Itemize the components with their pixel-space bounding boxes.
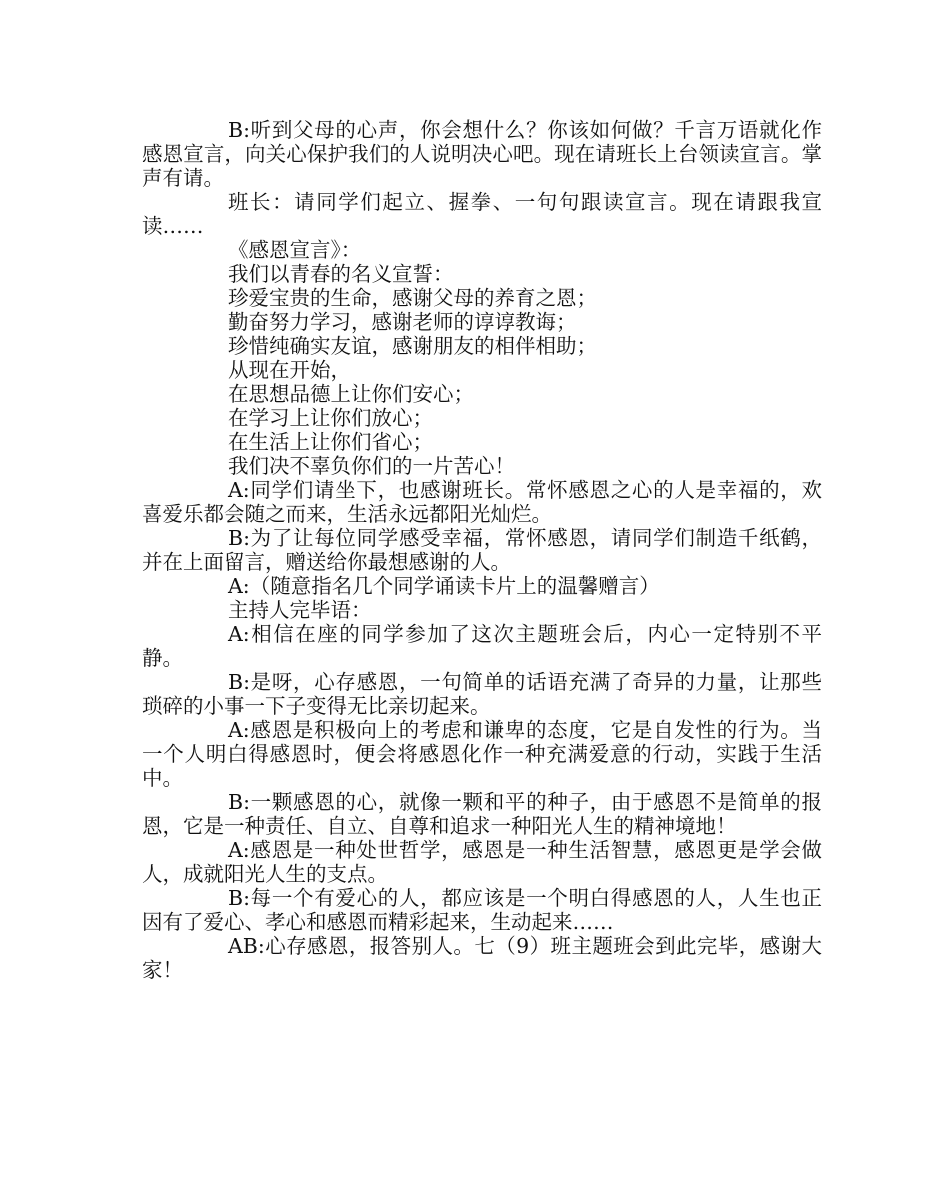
paragraph: 《感恩宣言》：: [228, 238, 362, 262]
paragraph: 我们以青春的名义宣誓：: [228, 262, 454, 286]
paragraph: A:相信在座的同学参加了这次主题班会后，内心一定特别不平静。: [142, 622, 822, 670]
document-body: [142, 118, 822, 982]
paragraph: 珍惜纯确实友谊，感谢朋友的相伴相助；: [228, 334, 597, 358]
paragraph: 珍爱宝贵的生命，感谢父母的养育之恩；: [228, 286, 597, 310]
paragraph: B:为了让每位同学感受幸福，常怀感恩，请同学们制造千纸鹤，并在上面留言，赠送给你最想感谢的人。: [142, 526, 822, 574]
paragraph: A:（随意指名几个同学诵读卡片上的温馨赠言）: [228, 574, 660, 598]
paragraph: 在思想品德上让你们安心；: [228, 382, 474, 406]
paragraph: A:感恩是一种处世哲学，感恩是一种生活智慧，感恩更是学会做人，成就阳光人生的支点。: [142, 838, 822, 886]
paragraph: A:感恩是积极向上的考虑和谦卑的态度，它是自发性的行为。当一个人明白得感恩时，便会将感恩化作一种充满爱意的行动，实践于生活中。: [142, 718, 822, 790]
paragraph: 在学习上让你们放心；: [228, 406, 433, 430]
paragraph: 从现在开始，: [228, 358, 351, 382]
paragraph: A:同学们请坐下，也感谢班长。常怀感恩之心的人是幸福的，欢喜爱乐都会随之而来，生活永远都阳光灿烂。: [142, 478, 822, 526]
paragraph: 主持人完毕语：: [228, 598, 372, 622]
paragraph: 班长：请同学们起立、握拳、一句句跟读宣言。现在请跟我宣读……: [142, 190, 822, 238]
paragraph: B:一颗感恩的心，就像一颗和平的种子，由于感恩不是简单的报恩，它是一种责任、自立、自尊和追求一种阳光人生的精神境地！: [142, 790, 822, 838]
paragraph: B:是呀，心存感恩，一句简单的话语充满了奇异的力量，让那些琐碎的小事一下子变得无比亲切起来。: [142, 670, 822, 718]
paragraph: AB:心存感恩，报答别人。七（9）班主题班会到此完毕，感谢大家！: [142, 934, 822, 982]
paragraph: 在生活上让你们省心；: [228, 430, 433, 454]
paragraph: 勤奋努力学习，感谢老师的谆谆教诲；: [228, 310, 577, 334]
paragraph: 我们决不辜负你们的一片苦心！: [228, 454, 515, 478]
paragraph: B:听到父母的心声，你会想什么？你该如何做？千言万语就化作感恩宣言，向关心保护我们的人说明决心吧。现在请班长上台领读宣言。掌声有请。: [142, 118, 822, 190]
paragraph: B:每一个有爱心的人，都应该是一个明白得感恩的人，人生也正因有了爱心、孝心和感恩而精彩起来，生动起来……: [142, 886, 822, 934]
